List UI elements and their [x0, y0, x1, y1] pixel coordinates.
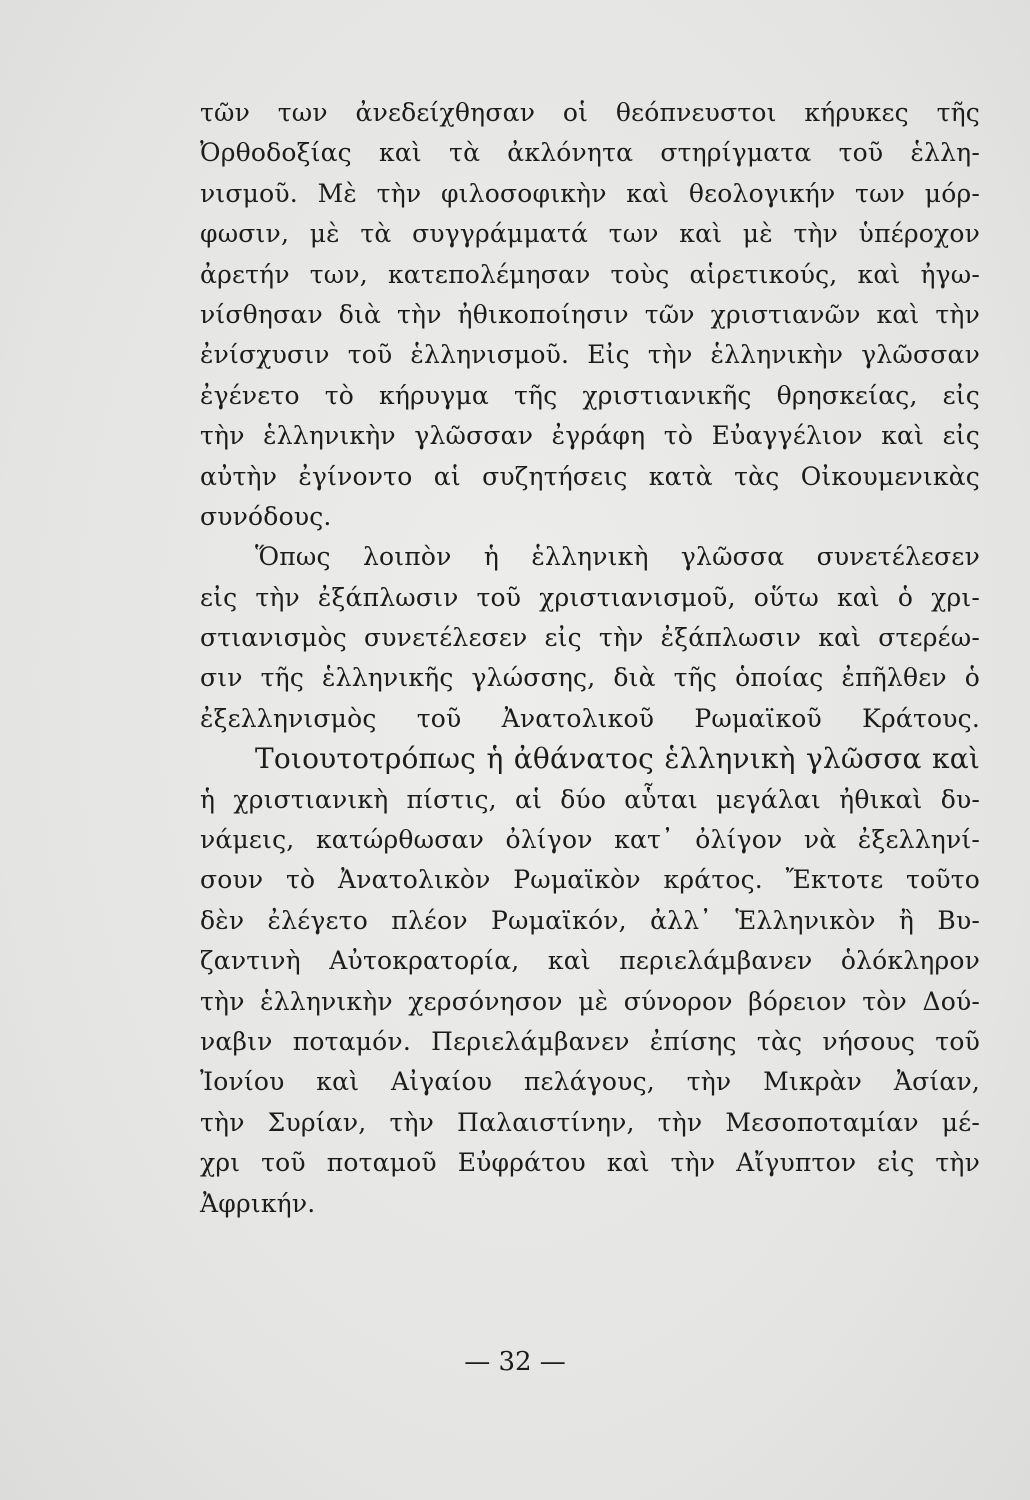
body-text — [200, 93, 980, 1224]
text-line: χρι τοῦ ποταμοῦ Εὐφράτου καὶ τὴν Αἴγυπτον εἰς τὴν — [200, 1148, 980, 1178]
text-line: σουν τὸ Ἀνατολικὸν Ρωμαϊκὸν κράτος. Ἔκτοτε τοῦτο — [200, 865, 980, 895]
page-number: — 32 — — [464, 1347, 566, 1377]
text-line: νίσθησαν διὰ τὴν ἠθικοποίησιν τῶν χριστιανῶν καὶ τὴν — [200, 299, 980, 329]
text-line: νισμοῦ. Μὲ τὴν φιλοσοφικὴν καὶ θεολογικήν των μόρ- — [200, 178, 980, 208]
text-line: ἐνίσχυσιν τοῦ ἑλληνισμοῦ. Εἰς τὴν ἑλληνικὴν γλῶσσαν — [200, 340, 980, 370]
paragraph-start-line: Ὅπως λοιπὸν ἡ ἑλληνικὴ γλῶσσα συνετέλεσεν — [255, 542, 980, 572]
text-line: νάμεις, κατώρθωσαν ὀλίγον κατ᾽ ὀλίγον νὰ ἐξελληνί- — [200, 825, 980, 855]
text-line: ζαντινὴ Αὐτοκρατορία, καὶ περιελάμβανεν ὁλόκληρον — [200, 946, 980, 976]
text-line: ἐξελληνισμὸς τοῦ Ἀνατολικοῦ Ρωμαϊκοῦ Κράτους. — [200, 703, 980, 733]
text-line: αὐτὴν ἐγίνοντο αἱ συζητήσεις κατὰ τὰς Οἰκουμενικὰς — [200, 461, 980, 491]
text-line: τῶν των ἀνεδείχθησαν οἱ θεόπνευστοι κήρυκες τῆς — [200, 98, 980, 127]
text-line: στιανισμὸς συνετέλεσεν εἰς τὴν ἐξάπλωσιν καὶ στερέω- — [200, 623, 980, 653]
text-line: σιν τῆς ἑλληνικῆς γλώσσης, διὰ τῆς ὁποίας ἐπῆλθεν ὁ — [200, 663, 980, 693]
text-line: Ἰονίου καὶ Αἰγαίου πελάγους, τὴν Μικρὰν Ἀσίαν, — [200, 1067, 980, 1097]
text-line: ἀρετήν των, κατεπολέμησαν τοὺς αἱρετικούς, καὶ ἠγω- — [200, 259, 980, 289]
text-line: φωσιν, μὲ τὰ συγγράμματά των καὶ μὲ τὴν ὑπέροχον — [200, 219, 980, 249]
paragraph-start-line: Τοιουτοτρόπως ἡ ἀθάνατος ἑλληνικὴ γλῶσσα καὶ — [255, 742, 980, 776]
text-line: Ὀρθοδοξίας καὶ τὰ ἀκλόνητα στηρίγματα τοῦ ἑλλη- — [200, 138, 980, 168]
text-line: ναβιν ποταμόν. Περιελάμβανεν ἐπίσης τὰς νήσους τοῦ — [200, 1026, 980, 1056]
text-line: συνόδους. — [200, 501, 332, 531]
text-line: δὲν ἐλέγετο πλέον Ρωμαϊκόν, ἀλλ᾽ Ἑλληνικὸν ἢ Βυ- — [200, 905, 980, 935]
text-line: τὴν Συρίαν, τὴν Παλαιστίνην, τὴν Μεσοποταμίαν μέ- — [200, 1107, 980, 1137]
text-line: ἐγένετο τὸ κήρυγμα τῆς χριστιανικῆς θρησκείας, εἰς — [200, 380, 980, 410]
text-line: τὴν ἑλληνικὴν χερσόνησον μὲ σύνορον βόρειον τὸν Δού- — [200, 986, 980, 1016]
text-line: Ἀφρικήν. — [200, 1188, 316, 1218]
text-line: τὴν ἑλληνικὴν γλῶσσαν ἐγράφη τὸ Εὐαγγέλιον καὶ εἰς — [200, 421, 980, 451]
text-line: ἡ χριστιανικὴ πίστις, αἱ δύο αὗται μεγάλαι ἠθικαὶ δυ- — [200, 784, 980, 814]
text-line: εἰς τὴν ἐξάπλωσιν τοῦ χριστιανισμοῦ, οὕτω καὶ ὁ χρι- — [200, 582, 980, 612]
